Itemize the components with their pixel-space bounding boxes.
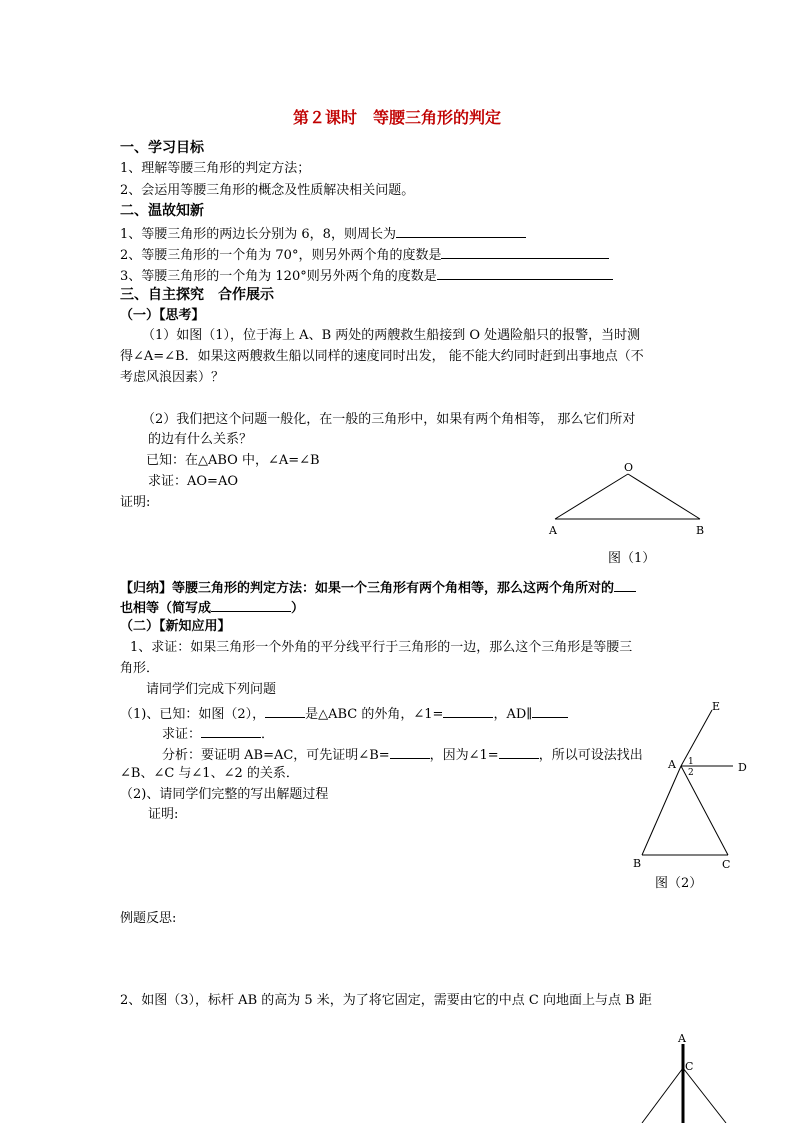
application-prove-end: ． [261,727,275,742]
review-item-1-text: 1、等腰三角形的两边长分别为 6，8，则周长为 [120,227,396,242]
fig3-label-a: A [678,1032,686,1045]
application-known-a: （1)、已知：如图（2）， [120,707,266,722]
think-subheading: （一）【思考】 [120,308,205,323]
summary-bold-text: 如果一个三角形有两个角相等，那么这两个角所对的 [315,581,615,596]
fig1-label-o: O [624,461,634,474]
application-analysis-b: ，因为∠1= [429,748,499,763]
application-1-line-2: 角形． [120,661,160,676]
summary-prefix: 【归纳】等腰三角形的判定方法： [120,581,316,596]
application-analysis-2: ∠B、∠C 与∠1、∠2 的关系． [120,766,299,781]
page-title: 第２课时 等腰三角形的判定 [292,108,501,127]
summary-line-2-end: ） [291,601,305,616]
figure-1-caption: 图（1） [608,551,656,566]
review-item-2-text: 2、等腰三角形的一个角为 70°，则另外两个角的度数是 [120,248,442,263]
figure-2-caption: 图（2） [655,876,703,891]
example-reflection: 例题反思: [120,911,177,926]
fig2-label-a: A [668,758,676,771]
application-known-b: 是△ABC 的外角，∠1= [305,707,444,722]
fig2-label-c: C [722,858,731,871]
fig2-angle-1: 1 [688,757,694,767]
application-prove-label: 求证： [162,727,202,742]
proof-label: 证明: [120,495,151,510]
fig2-label-d: D [738,761,747,774]
prove-statement: 求证：AO=AO [148,474,238,489]
application-analysis-a: 分析：要证明 AB=AC，可先证明∠B= [162,748,390,763]
summary-line-2-text: 也相等（简写成 [120,601,212,616]
known-statement: 已知：在△ABO 中，∠A=∠B [146,453,320,468]
application-1-line-1: 1、求证：如果三角形一个外角的平分线平行于三角形的一边，那么这个三角形是等腰三 [130,640,633,655]
application-proof-label: 证明: [148,807,179,822]
application-part-2: （2)、请同学们完整的写出解题过程 [120,787,329,802]
application-intro: 请同学们完成下列问题 [146,682,277,697]
fig2-label-b: B [633,857,642,870]
question-1-line-1: （1）如图（1），位于海上 A、B 两处的两艘救生船接到 O 处遇险船只的报警，当时测 [142,328,641,343]
fig3-label-c: C [685,1060,694,1073]
review-item-3-text: 3、等腰三角形的一个角为 120°则另外两个角的度数是 [120,269,437,284]
fig2-angle-2: 2 [688,768,694,778]
fig2-label-e: E [712,700,721,713]
fig1-label-a: A [549,524,557,537]
section-1-heading: 一、学习目标 [120,140,204,156]
application-subheading: （二）【新知应用】 [120,619,231,634]
goal-item-2: 2、会运用等腰三角形的概念及性质解决相关问题。 [120,183,415,198]
question-1-line-2: 得∠A=∠B．如果这两艘救生船以同样的速度同时出发， 能不能大约同时赶到出事地点（不 [120,349,644,364]
goal-item-1: 1、理解等腰三角形的判定方法； [120,161,311,176]
question-2-line-2: 的边有什么关系？ [148,432,253,447]
application-2: 2、如图（3），标杆 AB 的高为 5 米，为了将它固定，需要由它的中点 C 向地面上与点 B 距 [120,993,652,1008]
application-known-c: ，AD∥ [493,707,533,722]
question-1-line-3: 考虑风浪因素）？ [120,370,225,385]
section-2-heading: 二、温故知新 [120,203,204,219]
section-3-heading: 三、自主探究 合作展示 [120,287,274,303]
application-analysis-c: ，所以可设法找出 [538,748,643,763]
question-2-line-1: （2）我们把这个问题一般化，在一般的三角形中，如果有两个角相等， 那么它们所对 [142,412,636,427]
fig1-label-b: B [696,524,705,537]
